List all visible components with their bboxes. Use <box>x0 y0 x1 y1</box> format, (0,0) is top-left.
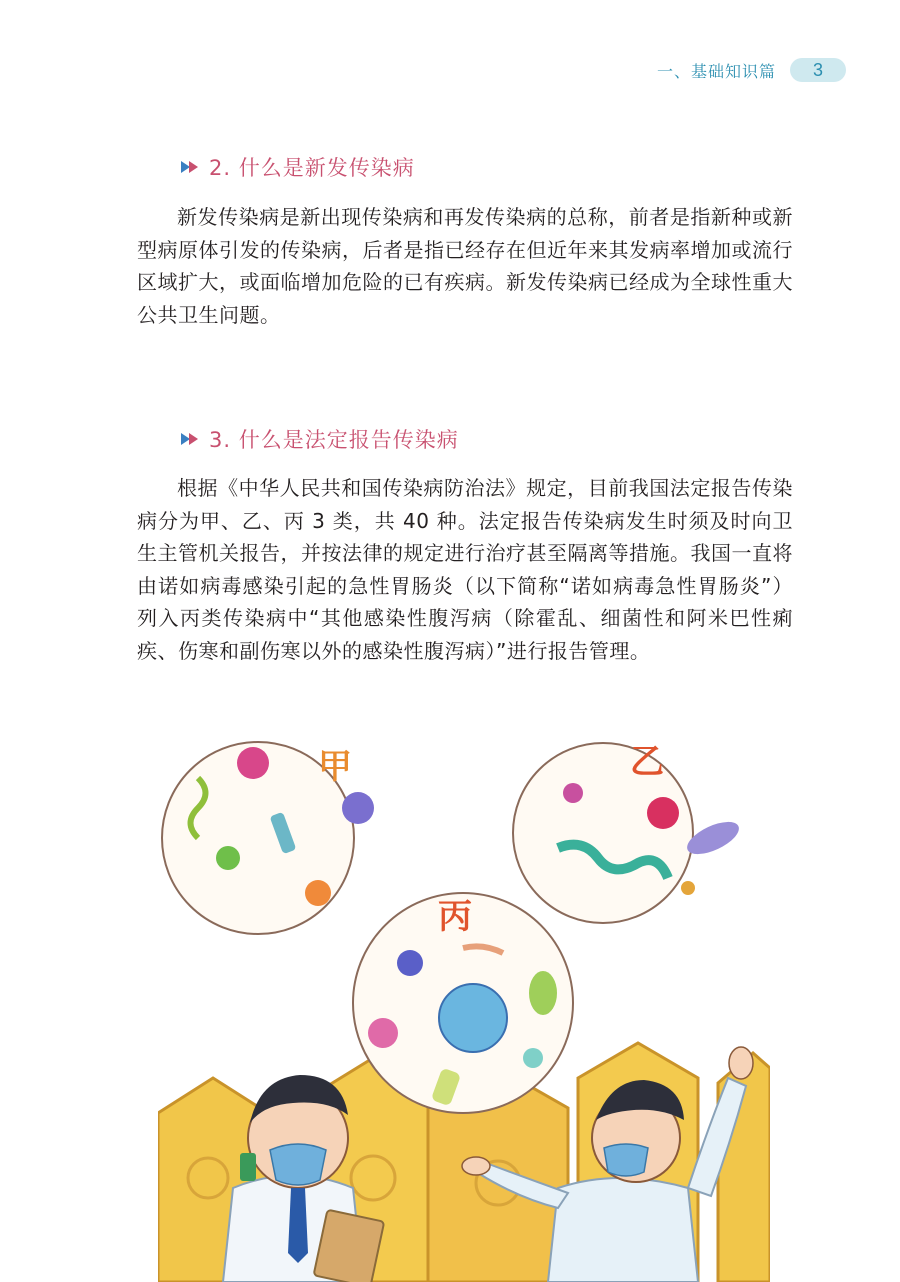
virus-icon <box>681 881 695 895</box>
virus-icon <box>563 783 583 803</box>
infectious-disease-classes-illustration <box>158 718 770 1282</box>
class-c-label: 丙 <box>438 897 472 937</box>
class-a-label: 甲 <box>318 747 352 787</box>
section-2-heading <box>181 152 415 182</box>
section-3-heading <box>181 424 459 454</box>
bacteria-icon <box>529 971 557 1015</box>
virus-icon <box>342 792 374 824</box>
class-b-label: 乙 <box>630 742 664 782</box>
double-arrow-icon <box>181 433 201 445</box>
virus-icon <box>305 880 331 906</box>
class-a-circle <box>162 742 374 934</box>
virus-icon <box>523 1048 543 1068</box>
class-c-circle <box>353 893 573 1113</box>
virus-icon <box>397 950 423 976</box>
class-b-circle <box>513 742 743 923</box>
page-number: 3 <box>790 58 846 82</box>
section-3-paragraph: 根据《中华人民共和国传染病防治法》规定，目前我国法定报告传染病分为甲、乙、丙 3 类，共 40 种。法定报告传染病发生时须及时向卫生主管机关报告，并按法律的规定进行治疗甚至隔离等措施。我国一直将由诺如病毒感染引起的急性胃肠炎（以下简称“诺如病毒急性胃肠炎”）列入丙类传染病中“其他感染性腹泻病（除霍乱、细菌性和阿米巴性痢疾、伤寒和副伤寒以外的感染性腹泻病）”进行报告管理。 <box>137 476 793 663</box>
virus-icon <box>647 797 679 829</box>
header-section-title: 一、基础知识篇 <box>656 61 776 81</box>
page-header <box>657 57 846 83</box>
virus-icon <box>237 747 269 779</box>
section-3-heading-text: 3. 什么是法定报告传染病 <box>209 428 459 452</box>
section-2-body <box>137 201 793 331</box>
section-2-heading-text: 2. 什么是新发传染病 <box>209 156 415 180</box>
section-3-body <box>137 472 793 667</box>
virus-icon <box>216 846 240 870</box>
norovirus-icon <box>439 984 507 1052</box>
section-2-paragraph: 新发传染病是新出现传染病和再发传染病的总称，前者是指新种或新型病原体引发的传染病，后者是指已经存在但近年来其发病率增加或流行区域扩大，或面临增加危险的已有疾病。新发传染病已经成为全球性重大公共卫生问题。 <box>137 205 793 327</box>
double-arrow-icon <box>181 161 201 173</box>
virus-icon <box>368 1018 398 1048</box>
